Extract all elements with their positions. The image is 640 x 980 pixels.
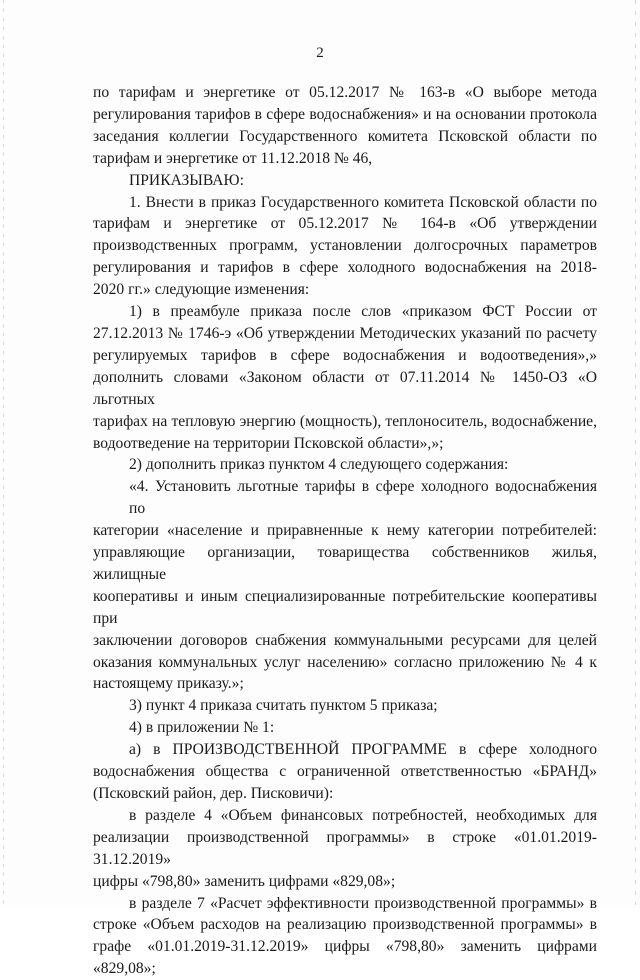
text-line: кооперативы и иным специализированные потребительские кооперативы при: [93, 587, 597, 627]
document-body: [93, 82, 597, 980]
text-line: тарифах на тепловую энергию (мощность), теплоноситель, водоснабжение,: [93, 412, 597, 430]
text-line: заседания коллегии Государственного комитета Псковской области по: [93, 127, 597, 145]
text-line: 4) в приложении № 1:: [129, 719, 275, 737]
page-number: 2: [316, 45, 324, 61]
text-line: 1. Внести в приказ Государственного комитета Псковской области по: [129, 193, 597, 211]
text-line: заключении договоров снабжения коммунальными ресурсами для целей: [93, 631, 597, 649]
text-line: тарифам и энергетике от 05.12.2017 № 164-в «Об утверждении: [93, 215, 597, 233]
text-line: 2) дополнить приказ пунктом 4 следующего содержания:: [129, 456, 509, 474]
text-line: в разделе 4 «Объем финансовых потребностей, необходимых для: [129, 806, 597, 824]
scan-edge-left: [3, 0, 4, 905]
text-line: производственных программ, установлении долгосрочных параметров: [93, 237, 597, 255]
text-line: дополнить словами «Законом области от 07.11.2014 № 1450-ОЗ «О льготных: [93, 368, 597, 408]
text-line: регулирования и тарифов в сфере холодного водоснабжения на 2018-: [93, 259, 597, 277]
text-line: 1) в преамбуле приказа после слов «приказом ФСТ России от: [129, 303, 597, 321]
text-line: регулируемых тарифов в сфере водоснабжения и водоотведения»,»: [93, 346, 597, 364]
text-line: по тарифам и энергетике от 05.12.2017 № 163-в «О выборе метода: [93, 84, 597, 101]
text-line: регулирования тарифов в сфере водоснабжения» и на основании протокола: [93, 105, 597, 123]
text-line: строке «Объем расходов на реализацию производственной программы» в: [93, 916, 597, 934]
text-line: 27.12.2013 № 1746-э «Об утверждении Методических указаний по расчету: [93, 324, 597, 342]
text-line: тарифам и энергетике от 11.12.2018 № 46,: [93, 149, 373, 167]
text-line: ПРИКАЗЫВАЮ:: [129, 171, 244, 189]
text-line: водоснабжения общества с ограниченной ответственностью «БРАНД»: [93, 763, 597, 781]
text-line: 2020 гг.» следующие изменения:: [93, 281, 310, 299]
text-line: а) в ПРОИЗВОДСТВЕННОЙ ПРОГРАММЕ в сфере холодного: [129, 741, 597, 759]
text-line: оказания коммунальных услуг населению» согласно приложению № 4 к: [93, 653, 597, 671]
text-line: водоотведение на территории Псковской области»,»;: [93, 434, 444, 452]
text-line: в разделе 7 «Расчет эффективности производственной программы» в: [129, 894, 597, 912]
text-line: (Псковский район, дер. Писковичи):: [93, 785, 334, 802]
text-line: «4. Установить льготные тарифы в сфере холодного водоснабжения по: [129, 478, 597, 518]
text-line: реализации производственной программы» в строке «01.01.2019-31.12.2019»: [93, 828, 597, 868]
text-line: управляющие организации, товарищества собственников жилья, жилищные: [93, 544, 597, 583]
text-line: настоящему приказу.»;: [93, 675, 244, 693]
text-line: графе «01.01.2019-31.12.2019» цифры «798,80» заменить цифрами «829,08»;: [93, 938, 597, 978]
scan-edge-right: [635, 0, 636, 905]
text-line: цифры «798,80» заменить цифрами «829,08»;: [93, 872, 396, 890]
text-line: категории «население и приравненные к нему категории потребителей:: [93, 522, 597, 540]
text-line: 3) пункт 4 приказа считать пунктом 5 приказа;: [129, 697, 438, 715]
